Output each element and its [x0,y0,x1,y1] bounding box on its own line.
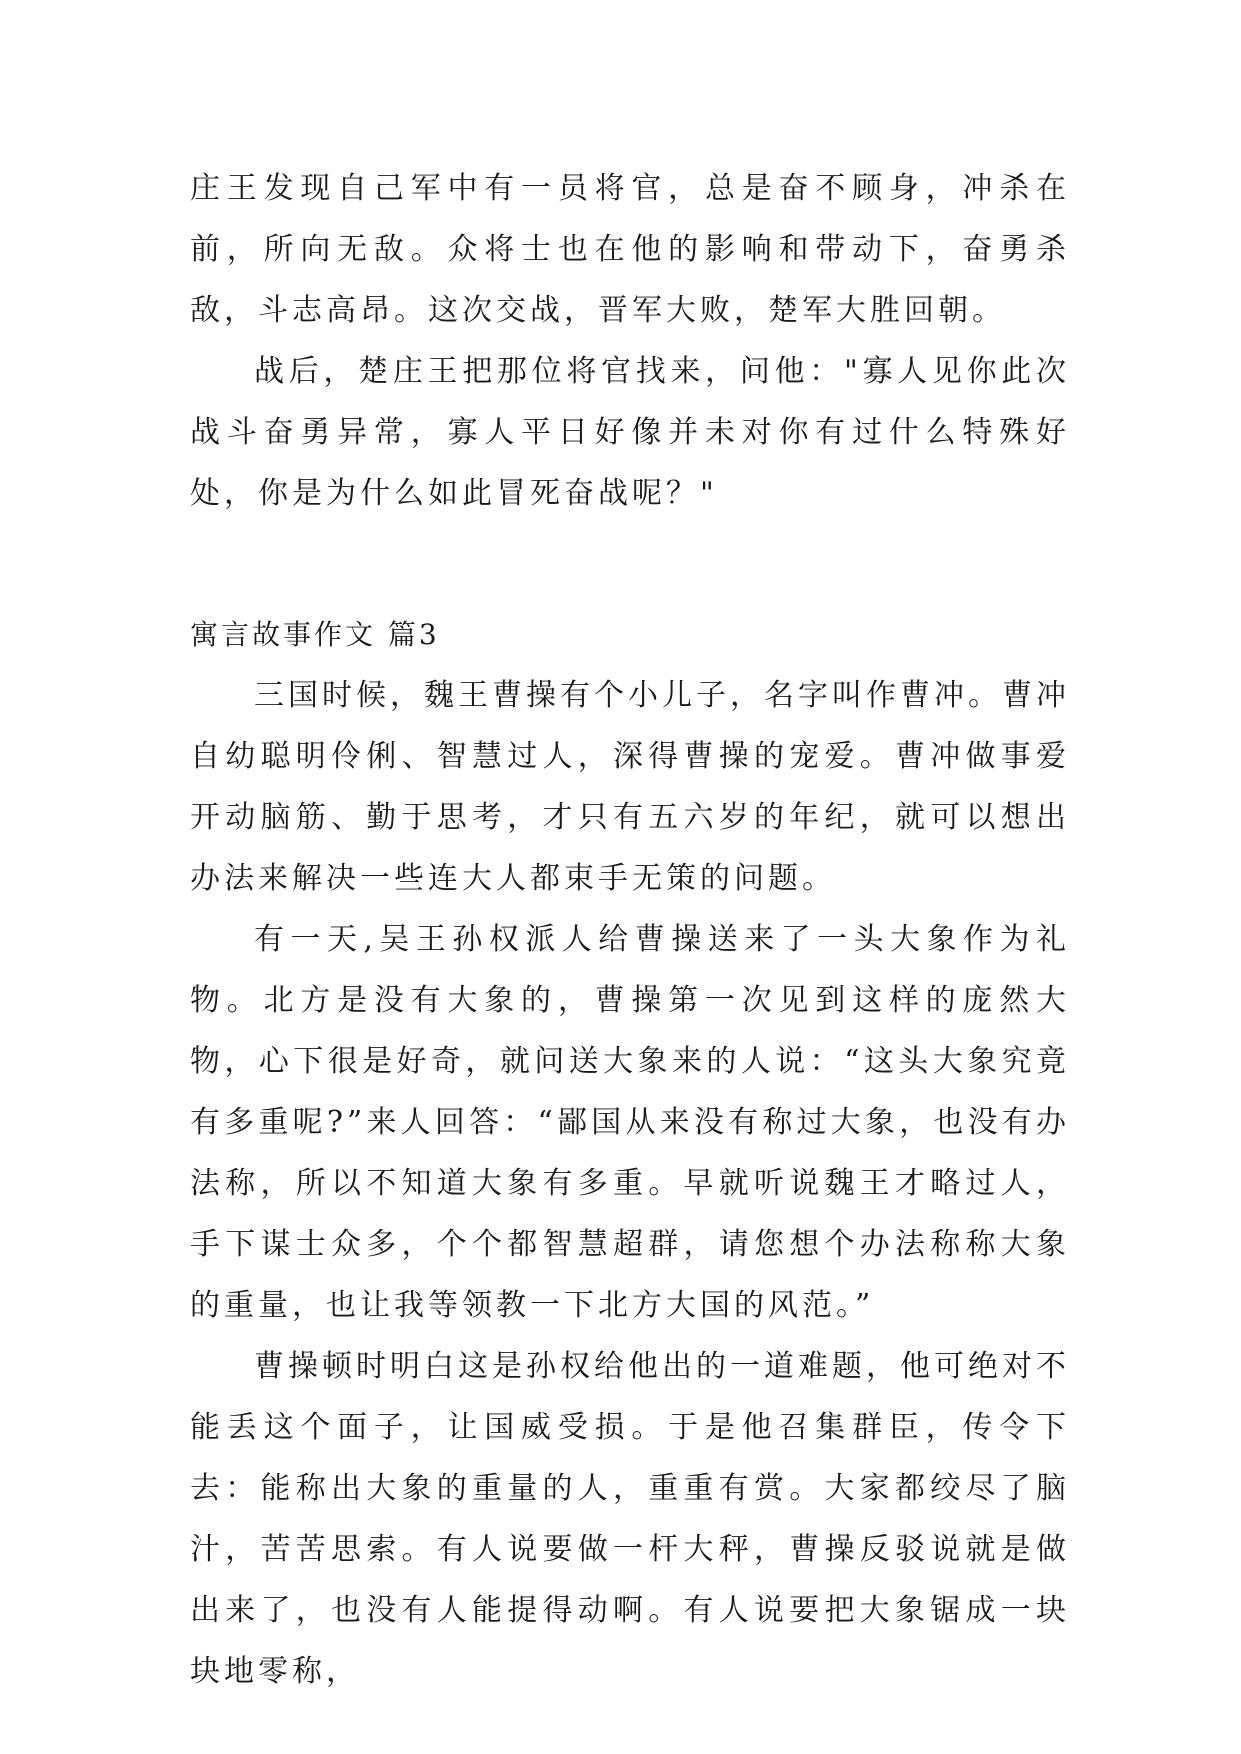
paragraph-3: 三国时候，魏王曹操有个小儿子，名字叫作曹冲。曹冲自幼聪明伶俐、智慧过人，深得曹操的宠爱。曹冲做事爱开动脑筋、勤于思考，才只有五六岁的年纪，就可以想出办法来解决一些连大人都束手无策的问题。 [190,678,1070,896]
paragraph-1: 庄王发现自己军中有一员将官，总是奋不顾身，冲杀在前，所向无敌。众将士也在他的影响和带动下，奋勇杀敌，斗志高昂。这次交战，晋军大败，楚军大胜回朝。 [190,171,1070,328]
document-page [190,158,1070,1702]
paragraph-5: 曹操顿时明白这是孙权给他出的一道难题，他可绝对不能丢这个面子，让国威受损。于是他召集群臣，传令下去：能称出大象的重量的人，重重有赏。大家都绞尽了脑汁，苦苦思索。有人说要做一杆大秤，曹操反驳说就是做出来了，也没有人能提得动啊。有人说要把大象锯成一块块地零称， [190,1349,1070,1689]
paragraph-4: 有一天,吴王孙权派人给曹操送来了一头大象作为礼物。北方是没有大象的，曹操第一次见到这样的庞然大物，心下很是好奇，就问送大象来的人说：“这头大象究竟有多重呢?”来人回答：“鄙国从来没有称过大象，也没有办法称，所以不知道大象有多重。早就听说魏王才略过人，手下谋士众多，个个都智慧超群，请您想个办法称称大象的重量，也让我等领教一下北方大国的风范。” [190,922,1070,1323]
section-heading: 寓言故事作文 篇3 [190,618,440,651]
story-section-2 [190,604,1070,1702]
story-section-1 [190,158,1070,524]
paragraph-2: 战后，楚庄王把那位将官找来，问他："寡人见你此次战斗奋勇异常，寡人平日好像并未对你有过什么特殊好处，你是为什么如此冒死奋战呢？" [190,354,1070,511]
